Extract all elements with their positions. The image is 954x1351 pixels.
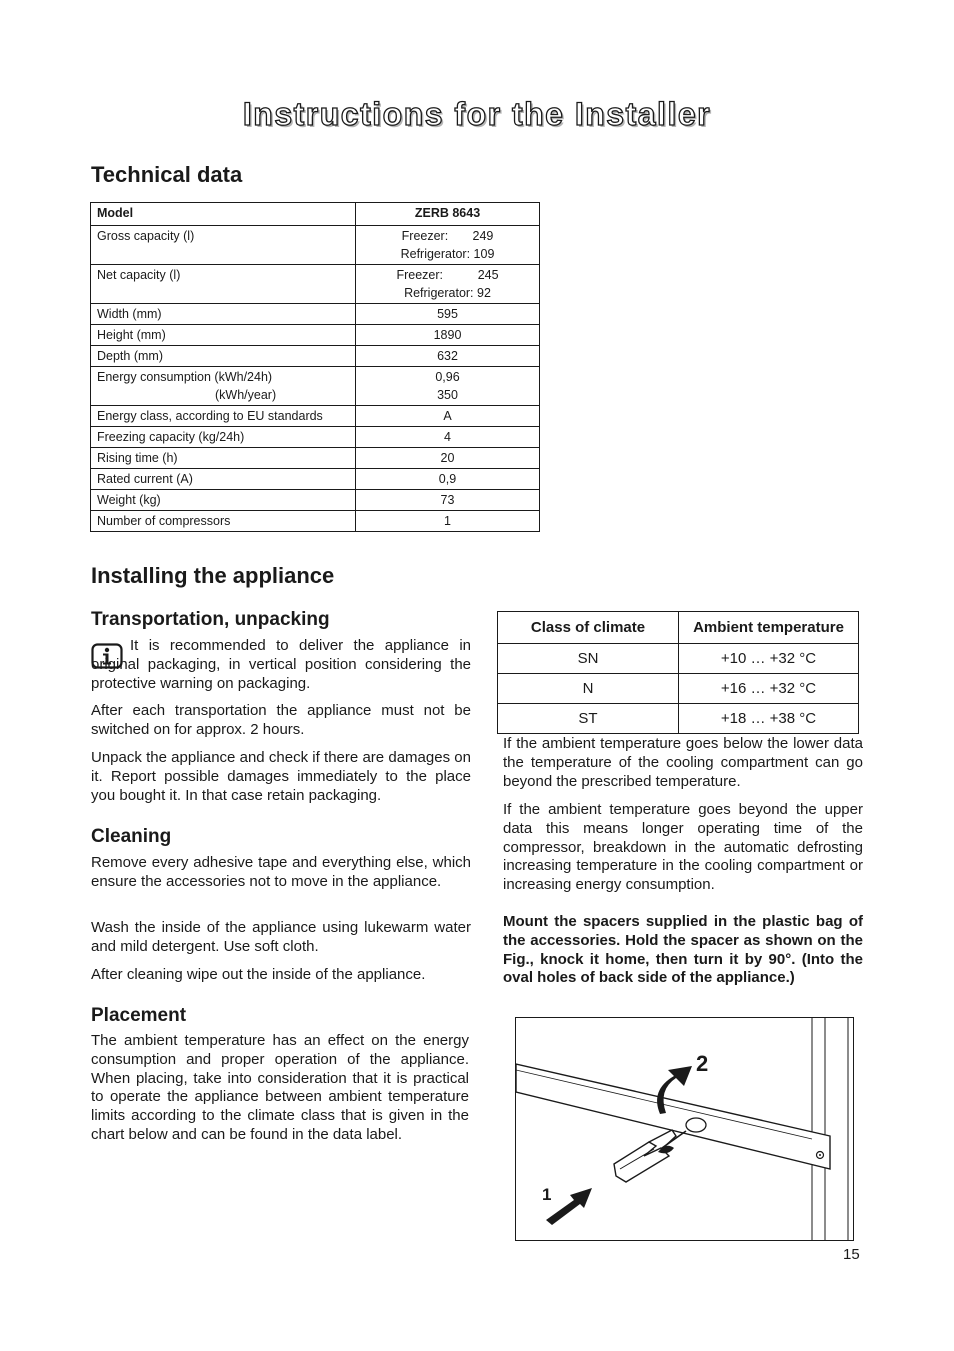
cleaning-heading: Cleaning [91,826,172,847]
row-label: Width (mm) [91,304,356,325]
spacer-instructions: Mount the spacers supplied in the plastic bag of the accessories. Hold the spacer as shown on the Fig., knock it home, then turn it by 90°. (Into the oval holes of back side of the appliance.) [503,913,863,987]
step-2-label: 2 [696,1051,709,1076]
row-label: Energy class, according to EU standards [91,406,356,427]
page-title: Instructions for the Installer [242,96,712,132]
row-label: Freezing capacity (kg/24h) [91,427,356,448]
row-value: 4 [356,427,540,448]
climate-table [497,611,859,734]
climate-temp: +10 … +32 °C [679,644,859,674]
table-row [91,448,540,469]
table-row [91,406,540,427]
value-line: Refrigerator: 109 [400,247,495,261]
climate-paragraph-1: If the ambient temperature goes below the lower data the temperature of the cooling compartment can go beyond the prescribed temperature. [503,735,863,790]
push-arrow-icon [546,1188,592,1225]
climate-paragraph-2: If the ambient temperature goes beyond the upper data this means longer operating time of the compressor, breakdown in the automatic defrosting increasing temperature in the cooling compartment or increasing energy consumption. [503,801,863,894]
table-row [498,704,859,734]
transport-paragraph-2: After each transportation the appliance must not be switched on for approx. 2 hours. [91,702,471,738]
value-line: Freezer: 249 [401,229,494,243]
row-label: Rising time (h) [91,448,356,469]
table-row [91,427,540,448]
table-header-row [498,612,859,644]
row-value: 1890 [356,325,540,346]
transport-text-1: It is recommended to deliver the appliance in original packaging, in vertical position considering the protective warning on packaging. [91,637,471,692]
spacer-clip-icon [614,1130,686,1182]
climate-class: ST [498,704,679,734]
spacer-figure [515,1017,854,1241]
climate-class: N [498,674,679,704]
table-row [91,469,540,490]
row-label: Weight (kg) [91,490,356,511]
row-value: 20 [356,448,540,469]
page-number: 15 [843,1246,860,1263]
placement-heading: Placement [91,1005,187,1026]
label-line: (kWh/year) [215,388,277,402]
row-label: Net capacity (l) [91,265,356,304]
technical-data-table [90,202,540,532]
climate-class: SN [498,644,679,674]
value-line: Freezer: 245 [396,268,499,282]
row-label [91,367,356,406]
climate-temp: +16 … +32 °C [679,674,859,704]
temperature-col-header: Ambient temperature [679,612,859,644]
table-row [91,265,540,304]
model-label: Model [91,203,356,226]
value-line: Refrigerator: 92 [404,286,491,300]
row-value [356,226,540,265]
row-label: Height (mm) [91,325,356,346]
table-row [498,644,859,674]
step-1-label: 1 [542,1185,552,1204]
row-label: Gross capacity (l) [91,226,356,265]
technical-data-heading: Technical data [91,162,243,187]
row-label: Rated current (A) [91,469,356,490]
row-value: 595 [356,304,540,325]
table-row [91,346,540,367]
table-row [498,674,859,704]
model-value: ZERB 8643 [356,203,540,226]
transport-heading: Transportation, unpacking [91,609,330,630]
row-value [356,265,540,304]
row-value: 0,9 [356,469,540,490]
row-value [356,367,540,406]
value-line: 350 [437,388,458,402]
row-value: 1 [356,511,540,532]
cleaning-paragraph-3: After cleaning wipe out the inside of the appliance. [91,966,426,983]
spacer-illustration [516,1018,853,1240]
installing-heading: Installing the appliance [91,563,335,588]
climate-col-header: Class of climate [498,612,679,644]
row-value: A [356,406,540,427]
cleaning-paragraph-2: Wash the inside of the appliance using lukewarm water and mild detergent. Use soft cloth. [91,919,471,955]
label-line: Energy consumption (kWh/24h) [97,370,273,384]
row-value: 632 [356,346,540,367]
table-row [91,490,540,511]
cleaning-paragraph-1: Remove every adhesive tape and everything else, which ensure the accessories not to move in the appliance. [91,854,471,890]
value-line: 0,96 [435,370,460,384]
transport-paragraph-1 [91,637,471,693]
table-row [91,511,540,532]
row-label: Depth (mm) [91,346,356,367]
row-value: 73 [356,490,540,511]
table-row [91,203,540,226]
table-row [91,367,540,406]
table-row [91,325,540,346]
table-row [91,304,540,325]
placement-paragraph: The ambient temperature has an effect on the energy consumption and proper operation of the appliance. When placing, take into consideration that it is practical to operate the appliance between ambient temperature limits according to the climate class that is given in the chart below and can be found in the data label. [91,1032,469,1143]
row-label: Number of compressors [91,511,356,532]
table-row [91,226,540,265]
climate-temp: +18 … +38 °C [679,704,859,734]
transport-paragraph-3: Unpack the appliance and check if there are damages on it. Report possible damages immediately to the place you bought it. In that case retain packaging. [91,749,471,804]
